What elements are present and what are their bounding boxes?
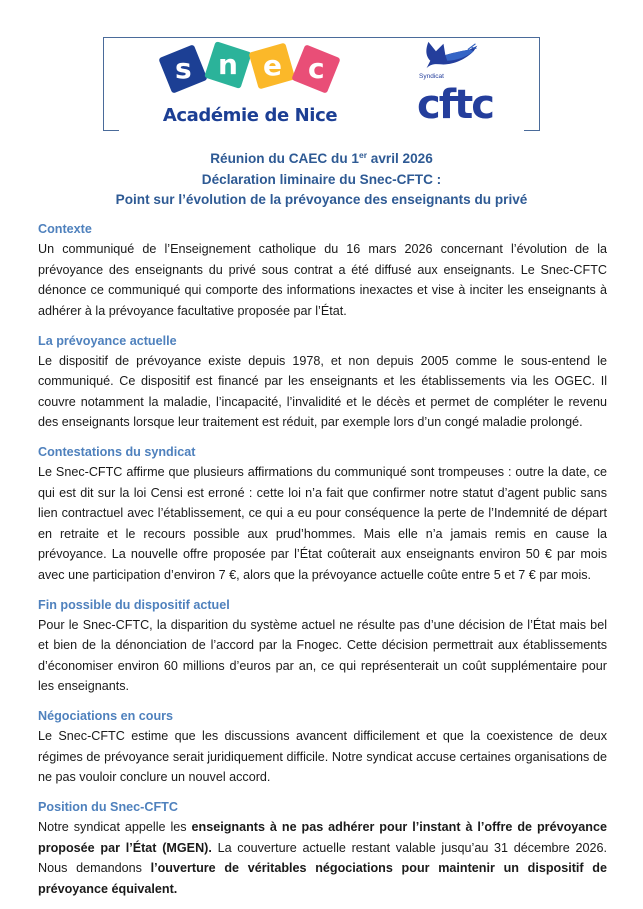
- section-position: [38, 797, 607, 899]
- section-negociations: [38, 706, 607, 788]
- position-text-2: La couverture actuelle restant valable jusqu’au 31 décembre 2026. Nous demandons: [38, 840, 607, 875]
- dove-icon: [421, 40, 481, 72]
- section-prevoyance-actuelle: [38, 331, 607, 433]
- position-bold-demand: l’ouverture de véritables négociations pour maintenir un dispositif de prévoyance équivalent.: [38, 861, 607, 896]
- section-paragraph: Le Snec-CFTC affirme que plusieurs affirmations du communiqué sont trompeuses : outre la date, ce qui est dit sur la loi Censi est erroné : cette loi n’a fait que confirmer notre statut d’agent public sans lien contractuel avec l’établissement, ce qui a eu pour conséquence la perte de l’Indemnité de départ en retraite et le recours possible aux prud’hommes. Mais elle n’a jamais remis en cause la prévoyance. La nouvelle offre proposée par l’État coûterait aux enseignants environ 50 € par mois avec une participation d’environ 7 €, alors que la prévoyance actuelle coûte entre 5 et 7 € par mois.: [38, 465, 607, 582]
- snec-letter-e: e: [262, 49, 282, 82]
- title-line-1-ordinal: er: [358, 150, 368, 160]
- title-line-1-prefix: Réunion du CAEC du 1: [210, 151, 359, 166]
- frame-bottom-left-tick: [103, 130, 119, 131]
- section-contexte: [38, 219, 607, 321]
- cftc-syndicat-label: Syndicat: [419, 73, 444, 80]
- snec-tile-e: [248, 42, 295, 89]
- snec-logo: [150, 42, 350, 134]
- position-text-1: Notre syndicat appelle les: [38, 820, 192, 834]
- section-heading: Position du Snec-CFTC: [38, 800, 178, 814]
- snec-tile-s: [158, 44, 207, 93]
- frame-left-line: [103, 37, 104, 131]
- cftc-wordmark: cftc: [417, 82, 493, 128]
- snec-tile-n: [204, 41, 252, 89]
- title-line-1-suffix: avril 2026: [367, 151, 433, 166]
- snec-letter-n: n: [218, 48, 238, 81]
- title-line-3: Point sur l’évolution de la prévoyance des enseignants du privé: [115, 192, 528, 207]
- snec-letter-c: c: [307, 51, 325, 85]
- document-title: [0, 149, 643, 211]
- section-paragraph: [38, 817, 607, 899]
- cftc-logo: [415, 40, 525, 130]
- title-line-2: Déclaration liminaire du Snec-CFTC :: [201, 171, 442, 187]
- section-contestations: [38, 442, 607, 585]
- section-paragraph: Le dispositif de prévoyance existe depuis 1978, et non depuis 2005 comme le sous-entend le communiqué. Ce dispositif est financé par les enseignants et les établissements via les OGEC. Il couvre notamment la maladie, l’incapacité, l’invalidité et le décès et permet de compléter le revenu des enseignants lorsque leur traitement est réduit, par exemple lors d’un congé maladie prolongé.: [38, 353, 607, 429]
- section-heading: Négociations en cours: [38, 709, 174, 723]
- section-fin-possible: [38, 595, 607, 697]
- section-heading: La prévoyance actuelle: [38, 333, 177, 348]
- section-paragraph: Le Snec-CFTC estime que les discussions avancent difficilement et que la coexistence de deux régimes de prévoyance serait juridiquement difficile. Notre syndicat accuse certaines organisations de ne pas vouloir conclure un nouvel accord.: [38, 729, 607, 784]
- snec-tile-c: [291, 44, 340, 93]
- section-heading: Fin possible du dispositif actuel: [38, 597, 230, 612]
- section-paragraph: Un communiqué de l’Enseignement catholique du 16 mars 2026 concernant l’évolution de la prévoyance des enseignants du privé sous contrat a été diffusé aux enseignants. Le Snec-CFTC dénonce ce communiqué qui comporte des informations inexactes et vise à inciter les enseignants à adhérer à la prévoyance facultative proposée par l’État.: [38, 242, 607, 318]
- frame-right-line: [539, 37, 540, 131]
- section-paragraph: Pour le Snec-CFTC, la disparition du système actuel ne résulte pas d’une décision de l’État mais bel et bien de la dénonciation de l’accord par la Fnogec. Cette décision permettrait aux établissements d’économiser environ 60 millions d’euros par an, ce qui représenterait un coût supplémentaire pour les enseignants.: [38, 617, 607, 693]
- frame-top-line: [103, 37, 540, 38]
- frame-bottom-right-tick: [524, 130, 540, 131]
- document-body: [38, 219, 607, 909]
- section-heading: Contestations du syndicat: [38, 445, 196, 459]
- snec-subtitle: Académie de Nice: [162, 105, 338, 126]
- position-bold-call: enseignants à ne pas adhérer pour l’instant à l’offre de prévoyance proposée par l’État (MGEN).: [38, 820, 607, 855]
- section-heading: Contexte: [38, 222, 92, 236]
- title-line-1: [0, 149, 643, 170]
- snec-letter-s: s: [174, 52, 192, 86]
